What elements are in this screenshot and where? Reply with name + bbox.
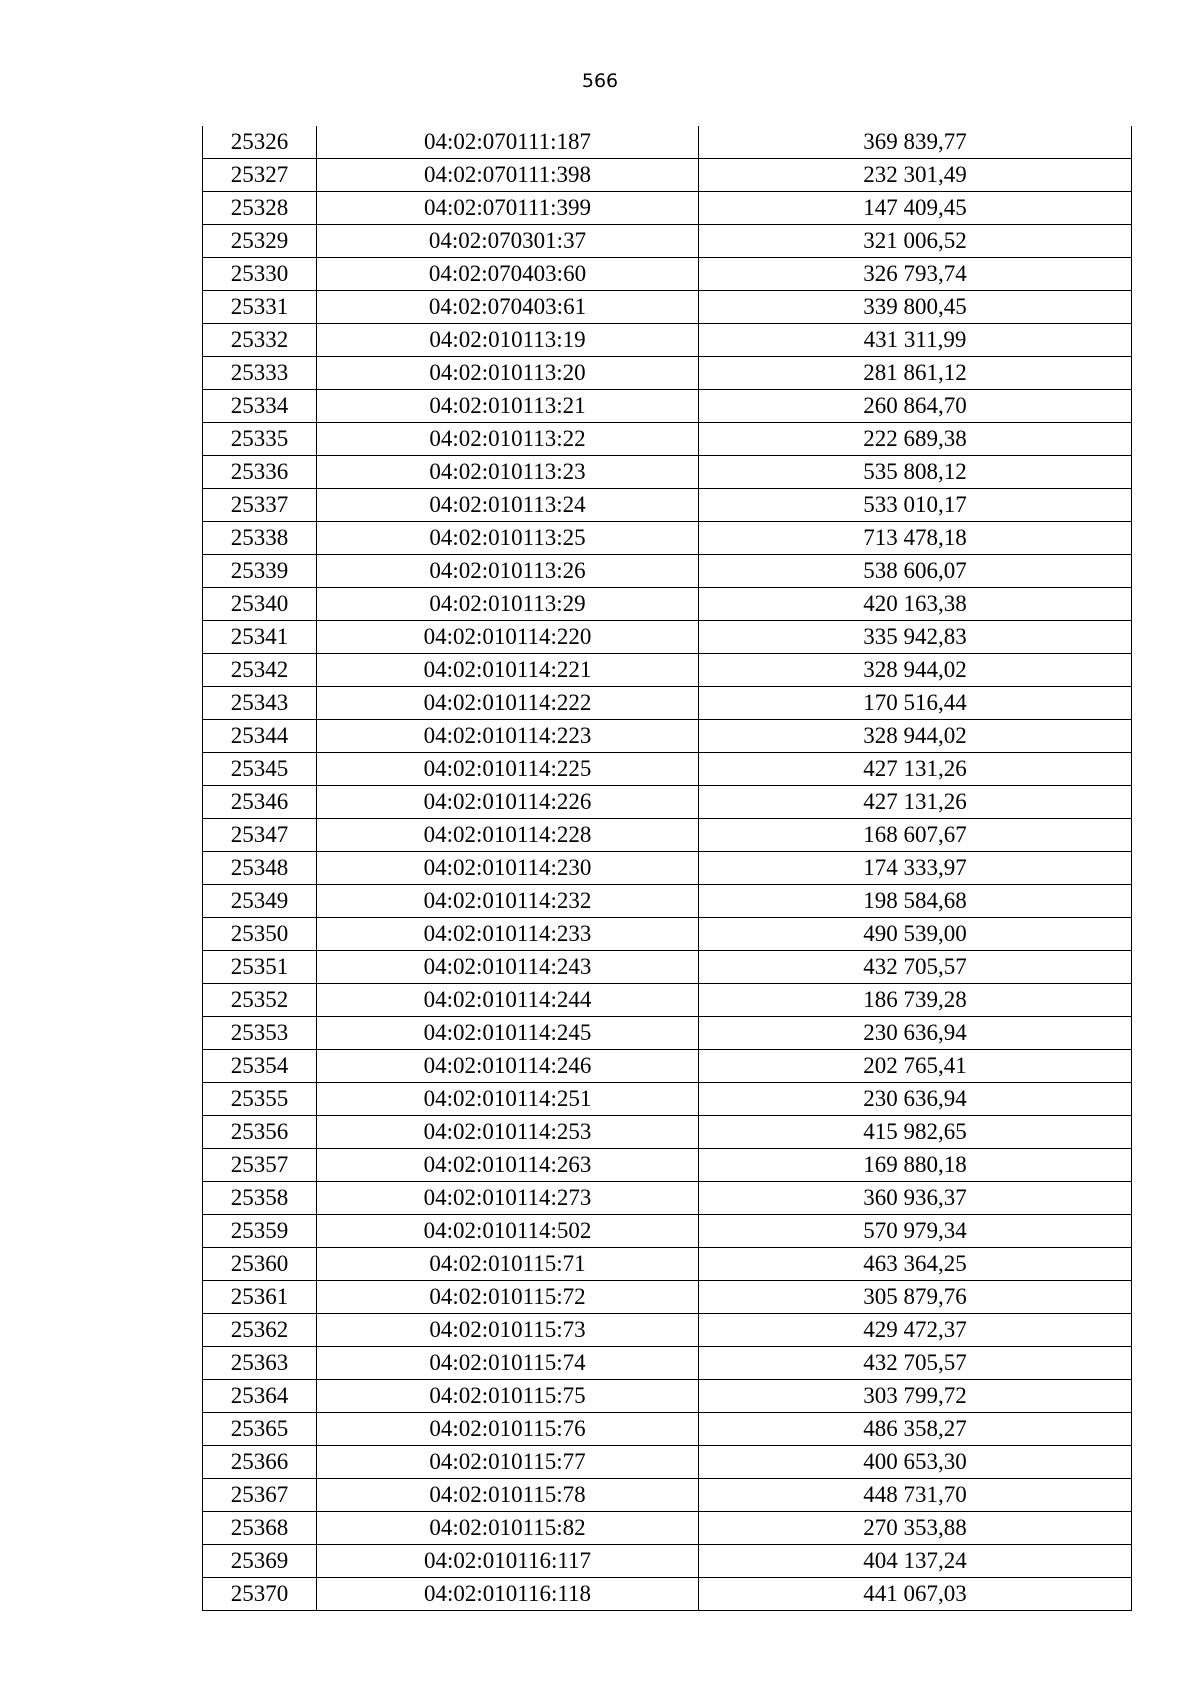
cadastral-number-cell: 04:02:010115:76: [317, 1413, 699, 1446]
row-number-cell: 25355: [203, 1083, 317, 1116]
cadastral-number-cell: 04:02:010114:245: [317, 1017, 699, 1050]
row-number-cell: 25356: [203, 1116, 317, 1149]
row-number-cell: 25347: [203, 819, 317, 852]
row-number-cell: 25352: [203, 984, 317, 1017]
value-cell: 429 472,37: [699, 1314, 1132, 1347]
value-cell: 270 353,88: [699, 1512, 1132, 1545]
value-cell: 431 311,99: [699, 324, 1132, 357]
table-row: [203, 1446, 1132, 1479]
cadastral-number-cell: 04:02:010115:78: [317, 1479, 699, 1512]
value-cell: 303 799,72: [699, 1380, 1132, 1413]
value-cell: 427 131,26: [699, 786, 1132, 819]
cadastral-number-cell: 04:02:010114:263: [317, 1149, 699, 1182]
row-number-cell: 25368: [203, 1512, 317, 1545]
value-cell: 326 793,74: [699, 258, 1132, 291]
table-row: [203, 225, 1132, 258]
row-number-cell: 25349: [203, 885, 317, 918]
value-cell: 232 301,49: [699, 159, 1132, 192]
value-cell: 230 636,94: [699, 1083, 1132, 1116]
cadastral-number-cell: 04:02:010114:246: [317, 1050, 699, 1083]
cadastral-number-cell: 04:02:010114:253: [317, 1116, 699, 1149]
table-row: [203, 918, 1132, 951]
table-row: [203, 1545, 1132, 1578]
value-cell: 463 364,25: [699, 1248, 1132, 1281]
cadastral-number-cell: 04:02:010115:71: [317, 1248, 699, 1281]
row-number-cell: 25346: [203, 786, 317, 819]
cadastral-number-cell: 04:02:010113:26: [317, 555, 699, 588]
row-number-cell: 25365: [203, 1413, 317, 1446]
row-number-cell: 25334: [203, 390, 317, 423]
value-cell: 170 516,44: [699, 687, 1132, 720]
table-row: [203, 357, 1132, 390]
value-cell: 321 006,52: [699, 225, 1132, 258]
value-cell: 486 358,27: [699, 1413, 1132, 1446]
row-number-cell: 25369: [203, 1545, 317, 1578]
value-cell: 169 880,18: [699, 1149, 1132, 1182]
row-number-cell: 25343: [203, 687, 317, 720]
cadastral-number-cell: 04:02:010113:24: [317, 489, 699, 522]
cadastral-number-cell: 04:02:010114:251: [317, 1083, 699, 1116]
value-cell: 230 636,94: [699, 1017, 1132, 1050]
table-row: [203, 1578, 1132, 1611]
cadastral-number-cell: 04:02:010114:273: [317, 1182, 699, 1215]
cadastral-number-cell: 04:02:010114:243: [317, 951, 699, 984]
cadastral-number-cell: 04:02:010116:118: [317, 1578, 699, 1611]
table-row: [203, 1017, 1132, 1050]
value-cell: 202 765,41: [699, 1050, 1132, 1083]
value-cell: 360 936,37: [699, 1182, 1132, 1215]
table-row: [203, 1281, 1132, 1314]
table-row: [203, 621, 1132, 654]
cadastral-number-cell: 04:02:010114:220: [317, 621, 699, 654]
data-table: [202, 126, 1132, 1611]
cadastral-number-cell: 04:02:010115:75: [317, 1380, 699, 1413]
value-cell: 328 944,02: [699, 720, 1132, 753]
value-cell: 427 131,26: [699, 753, 1132, 786]
value-cell: 335 942,83: [699, 621, 1132, 654]
row-number-cell: 25366: [203, 1446, 317, 1479]
table-row: [203, 1380, 1132, 1413]
cadastral-number-cell: 04:02:010114:223: [317, 720, 699, 753]
cadastral-number-cell: 04:02:010113:22: [317, 423, 699, 456]
table-row: [203, 1149, 1132, 1182]
row-number-cell: 25348: [203, 852, 317, 885]
value-cell: 538 606,07: [699, 555, 1132, 588]
cadastral-number-cell: 04:02:010116:117: [317, 1545, 699, 1578]
table-row: [203, 456, 1132, 489]
row-number-cell: 25331: [203, 291, 317, 324]
row-number-cell: 25342: [203, 654, 317, 687]
cadastral-number-cell: 04:02:010114:244: [317, 984, 699, 1017]
value-cell: 222 689,38: [699, 423, 1132, 456]
row-number-cell: 25362: [203, 1314, 317, 1347]
value-cell: 168 607,67: [699, 819, 1132, 852]
table-row: [203, 588, 1132, 621]
value-cell: 448 731,70: [699, 1479, 1132, 1512]
table-row: [203, 258, 1132, 291]
row-number-cell: 25332: [203, 324, 317, 357]
row-number-cell: 25357: [203, 1149, 317, 1182]
table-row: [203, 192, 1132, 225]
value-cell: 404 137,24: [699, 1545, 1132, 1578]
cadastral-number-cell: 04:02:070403:61: [317, 291, 699, 324]
cadastral-number-cell: 04:02:010115:73: [317, 1314, 699, 1347]
row-number-cell: 25345: [203, 753, 317, 786]
row-number-cell: 25329: [203, 225, 317, 258]
table-row: [203, 786, 1132, 819]
value-cell: 432 705,57: [699, 951, 1132, 984]
table-body: [203, 126, 1132, 1611]
cadastral-number-cell: 04:02:010114:222: [317, 687, 699, 720]
row-number-cell: 25339: [203, 555, 317, 588]
row-number-cell: 25364: [203, 1380, 317, 1413]
value-cell: 490 539,00: [699, 918, 1132, 951]
value-cell: 533 010,17: [699, 489, 1132, 522]
row-number-cell: 25326: [203, 126, 317, 159]
table-row: [203, 1116, 1132, 1149]
table-row: [203, 489, 1132, 522]
table-row: [203, 687, 1132, 720]
cadastral-number-cell: 04:02:070403:60: [317, 258, 699, 291]
row-number-cell: 25333: [203, 357, 317, 390]
table-row: [203, 951, 1132, 984]
value-cell: 570 979,34: [699, 1215, 1132, 1248]
row-number-cell: 25353: [203, 1017, 317, 1050]
value-cell: 420 163,38: [699, 588, 1132, 621]
row-number-cell: 25338: [203, 522, 317, 555]
cadastral-number-cell: 04:02:010114:228: [317, 819, 699, 852]
table-row: [203, 885, 1132, 918]
cadastral-number-cell: 04:02:010113:20: [317, 357, 699, 390]
cadastral-number-cell: 04:02:010113:29: [317, 588, 699, 621]
row-number-cell: 25359: [203, 1215, 317, 1248]
cadastral-number-cell: 04:02:010114:232: [317, 885, 699, 918]
value-cell: 713 478,18: [699, 522, 1132, 555]
table-row: [203, 1413, 1132, 1446]
cadastral-number-cell: 04:02:070111:187: [317, 126, 699, 159]
value-cell: 328 944,02: [699, 654, 1132, 687]
value-cell: 198 584,68: [699, 885, 1132, 918]
cadastral-number-cell: 04:02:010114:233: [317, 918, 699, 951]
table-row: [203, 720, 1132, 753]
row-number-cell: 25327: [203, 159, 317, 192]
cadastral-number-cell: 04:02:010115:82: [317, 1512, 699, 1545]
table-row: [203, 555, 1132, 588]
table-row: [203, 423, 1132, 456]
row-number-cell: 25328: [203, 192, 317, 225]
value-cell: 305 879,76: [699, 1281, 1132, 1314]
table-row: [203, 1314, 1132, 1347]
cadastral-number-cell: 04:02:010114:230: [317, 852, 699, 885]
value-cell: 535 808,12: [699, 456, 1132, 489]
table-row: [203, 753, 1132, 786]
value-cell: 400 653,30: [699, 1446, 1132, 1479]
row-number-cell: 25354: [203, 1050, 317, 1083]
cadastral-number-cell: 04:02:010114:225: [317, 753, 699, 786]
cadastral-number-cell: 04:02:010114:221: [317, 654, 699, 687]
row-number-cell: 25344: [203, 720, 317, 753]
cadastral-number-cell: 04:02:010113:25: [317, 522, 699, 555]
row-number-cell: 25360: [203, 1248, 317, 1281]
table-row: [203, 1083, 1132, 1116]
row-number-cell: 25341: [203, 621, 317, 654]
row-number-cell: 25330: [203, 258, 317, 291]
cadastral-number-cell: 04:02:070301:37: [317, 225, 699, 258]
cadastral-number-cell: 04:02:010113:23: [317, 456, 699, 489]
cadastral-number-cell: 04:02:010115:72: [317, 1281, 699, 1314]
value-cell: 174 333,97: [699, 852, 1132, 885]
row-number-cell: 25336: [203, 456, 317, 489]
table-row: [203, 1248, 1132, 1281]
value-cell: 432 705,57: [699, 1347, 1132, 1380]
row-number-cell: 25335: [203, 423, 317, 456]
cadastral-number-cell: 04:02:070111:398: [317, 159, 699, 192]
table-row: [203, 1347, 1132, 1380]
value-cell: 415 982,65: [699, 1116, 1132, 1149]
value-cell: 186 739,28: [699, 984, 1132, 1017]
table-row: [203, 984, 1132, 1017]
cadastral-number-cell: 04:02:010113:21: [317, 390, 699, 423]
cadastral-number-cell: 04:02:070111:399: [317, 192, 699, 225]
value-cell: 147 409,45: [699, 192, 1132, 225]
table-row: [203, 852, 1132, 885]
row-number-cell: 25350: [203, 918, 317, 951]
cadastral-number-cell: 04:02:010113:19: [317, 324, 699, 357]
table-row: [203, 1182, 1132, 1215]
row-number-cell: 25370: [203, 1578, 317, 1611]
table-row: [203, 291, 1132, 324]
row-number-cell: 25358: [203, 1182, 317, 1215]
table-row: [203, 324, 1132, 357]
cadastral-number-cell: 04:02:010114:226: [317, 786, 699, 819]
page-number: 566: [581, 70, 619, 92]
value-cell: 441 067,03: [699, 1578, 1132, 1611]
row-number-cell: 25367: [203, 1479, 317, 1512]
row-number-cell: 25361: [203, 1281, 317, 1314]
row-number-cell: 25363: [203, 1347, 317, 1380]
table-row: [203, 159, 1132, 192]
table-row: [203, 1215, 1132, 1248]
row-number-cell: 25351: [203, 951, 317, 984]
table-row: [203, 522, 1132, 555]
value-cell: 281 861,12: [699, 357, 1132, 390]
value-cell: 339 800,45: [699, 291, 1132, 324]
table-row: [203, 1512, 1132, 1545]
cadastral-number-cell: 04:02:010115:74: [317, 1347, 699, 1380]
table-row: [203, 390, 1132, 423]
value-cell: 260 864,70: [699, 390, 1132, 423]
table-row: [203, 126, 1132, 159]
table-row: [203, 819, 1132, 852]
cadastral-number-cell: 04:02:010115:77: [317, 1446, 699, 1479]
cadastral-number-cell: 04:02:010114:502: [317, 1215, 699, 1248]
table-row: [203, 654, 1132, 687]
table-row: [203, 1479, 1132, 1512]
row-number-cell: 25337: [203, 489, 317, 522]
table-row: [203, 1050, 1132, 1083]
value-cell: 369 839,77: [699, 126, 1132, 159]
row-number-cell: 25340: [203, 588, 317, 621]
